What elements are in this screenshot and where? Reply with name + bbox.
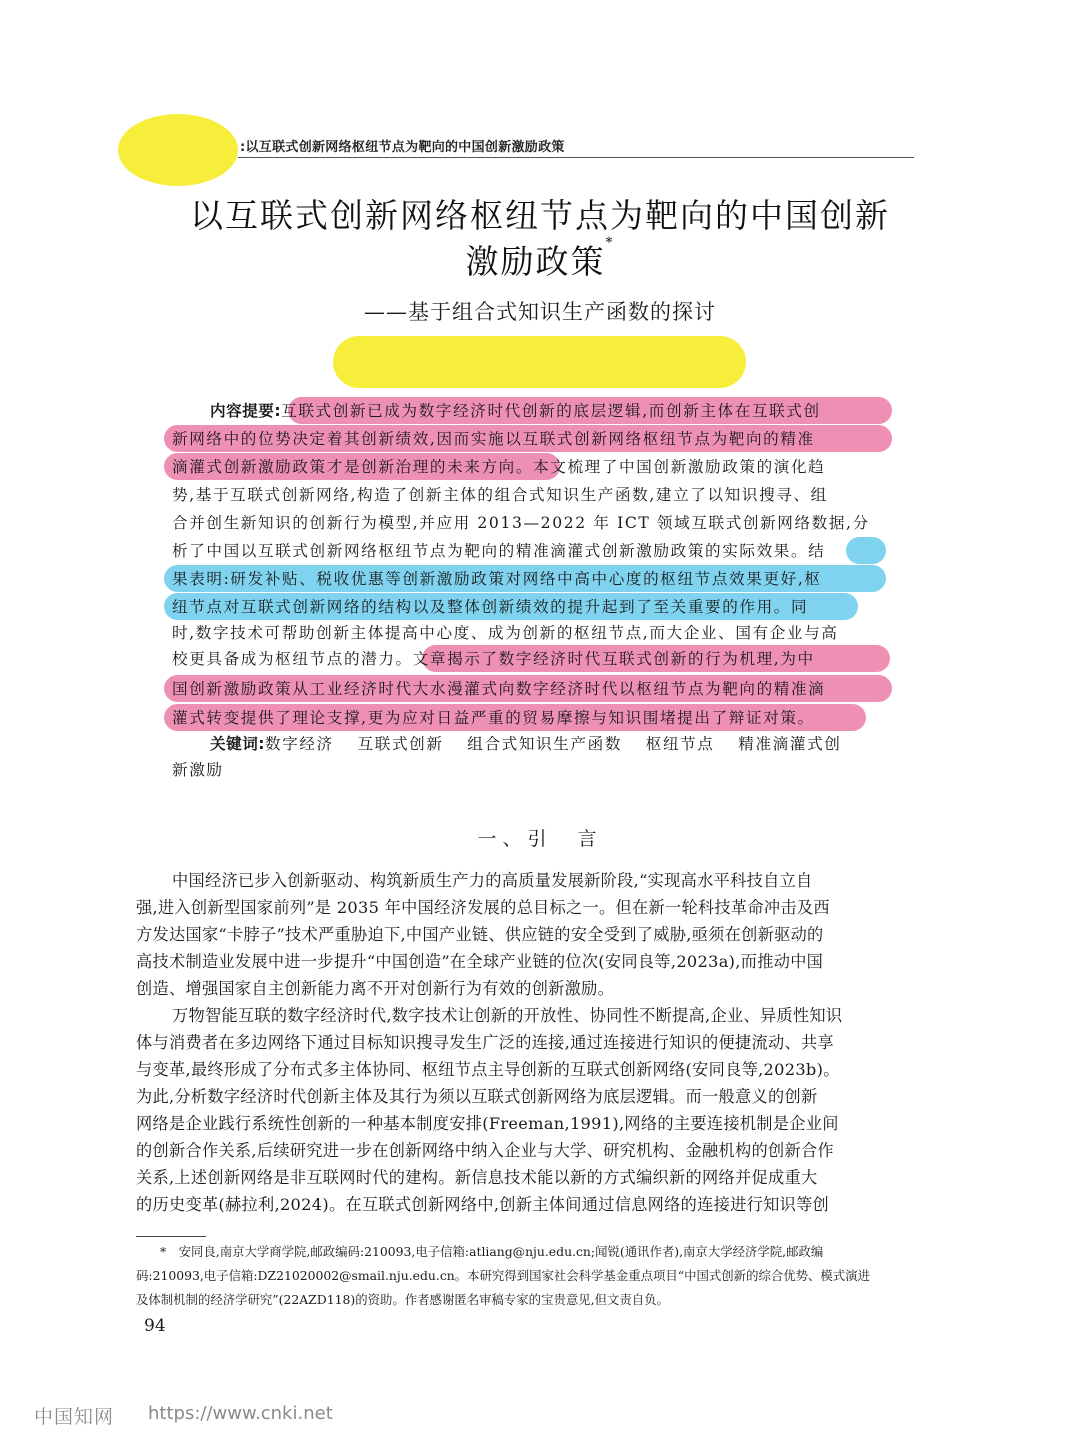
body-line: 的创新合作关系,后续研究进一步在创新网络中纳入企业与大学、研究机构、金融机构的创新合作 [136, 1141, 834, 1160]
body-line: 与变革,最终形成了分布式多主体协同、枢纽节点主导创新的互联式创新网络(安同良等,2023b)。 [136, 1060, 840, 1079]
watermark-url[interactable]: https://www.cnki.net [148, 1403, 333, 1424]
body-line: 体与消费者在多边网络下通过目标知识搜寻发生广泛的连接,通过连接进行知识的便捷流动、共享 [136, 1033, 834, 1052]
body-line: 强,进入创新型国家前列”是 2035 年中国经济发展的总目标之一。但在新一轮科技革命冲击及西 [136, 898, 830, 917]
abstract-line: 校更具备成为枢纽节点的潜力。文章揭示了数字经济时代互联式创新的行为机理,为中 [172, 650, 815, 668]
abstract-line: 果表明:研发补贴、税收优惠等创新激励政策对网络中高中心度的枢纽节点效果更好,枢 [172, 570, 822, 588]
body-line: 关系,上述创新网络是非互联网时代的建构。新信息技术能以新的方式编织新的网络并促成重大 [136, 1168, 818, 1187]
footnote-line: 及体制机制的经济学研究”(22AZD118)的资助。作者感谢匿名审稿专家的宝贵意见,但文责自负。 [136, 1292, 669, 1307]
abstract-line: 国创新激励政策从工业经济时代大水漫灌式向数字经济时代以枢纽节点为靶向的精准滴 [172, 680, 826, 698]
title-footnote-mark: * [605, 235, 615, 251]
body-line: 万物智能互联的数字经济时代,数字技术让创新的开放性、协同性不断提高,企业、异质性知识 [172, 1006, 843, 1025]
abstract-line: 合并创生新知识的创新行为模型,并应用 2013—2022 年 ICT 领域互联式创新网络数据,分 [172, 514, 870, 532]
footnote-line: * 安同良,南京大学商学院,邮政编码:210093,电子信箱:atliang@nju.edu.cn;闻锐(通讯作者),南京大学经济学院,邮政编 [160, 1244, 824, 1259]
body-line: 网络是企业践行系统性创新的一种基本制度安排(Freeman,1991),网络的主要连接机制是企业间 [136, 1114, 839, 1133]
body-line: 中国经济已步入创新驱动、构筑新质生产力的高质量发展新阶段,“实现高水平科技自立自 [172, 871, 813, 890]
abstract-label: 内容提要: [210, 402, 282, 420]
keywords-label: 关键词: [210, 735, 266, 753]
footnote-rule [136, 1236, 206, 1237]
footnote-line: 码:210093,电子信箱:DZ21020002@smail.nju.edu.cn。本研究得到国家社会科学基金重点项目“中国式创新的综合优势、模式演进 [136, 1268, 870, 1283]
abstract-line: 滴灌式创新激励政策才是创新治理的未来方向。本文梳理了中国创新激励政策的演化趋 [172, 458, 826, 476]
abstract-line: 新网络中的位势决定着其创新绩效,因而实施以互联式创新网络枢纽节点为靶向的精准 [172, 430, 815, 448]
watermark-site-name: 中国知网 [34, 1406, 115, 1428]
body-line: 高技术制造业发展中进一步提升“中国创造”在全球产业链的位次(安同良等,2023a),而推动中国 [136, 952, 824, 971]
section-heading: 一、引 言 [477, 828, 603, 850]
body-line: 创造、增强国家自主创新能力离不开对创新行为有效的创新激励。 [136, 979, 615, 998]
title-line-2: 激励政策* [465, 235, 615, 281]
title-line-1: 以互联式创新网络枢纽节点为靶向的中国创新 [190, 196, 890, 235]
abstract-line: 灌式转变提供了理论支撑,更为应对日益严重的贸易摩擦与知识围堵提出了辩证对策。 [172, 709, 815, 727]
subtitle: ——基于组合式知识生产函数的探讨 [364, 300, 716, 324]
redaction-highlight-header [118, 114, 238, 186]
abstract-line: 时,数字技术可帮助创新主体提高中心度、成为创新的枢纽节点,而大企业、国有企业与高 [172, 624, 839, 642]
keywords-line: 新激励 [172, 761, 224, 779]
abstract-line: 内容提要:互联式创新已成为数字经济时代创新的底层逻辑,而创新主体在互联式创 [210, 402, 821, 420]
body-line: 的历史变革(赫拉利,2024)。在互联式创新网络中,创新主体间通过信息网络的连接进行知识等创 [136, 1195, 830, 1214]
keywords-line: 关键词:数字经济 互联式创新 组合式知识生产函数 枢纽节点 精准滴灌式创 [210, 735, 842, 753]
page-number: 94 [144, 1316, 166, 1336]
abstract-line: 纽节点对互联式创新网络的结构以及整体创新绩效的提升起到了至关重要的作用。同 [172, 598, 809, 616]
body-line: 方发达国家“卡脖子”技术严重胁迫下,中国产业链、供应链的安全受到了威胁,亟须在创新驱动的 [136, 925, 824, 944]
header-rule [238, 157, 914, 158]
abstract-line: 析了中国以互联式创新网络枢纽节点为靶向的精准滴灌式创新激励政策的实际效果。结 [172, 542, 826, 560]
redaction-highlight-authors [333, 336, 746, 388]
body-line: 为此,分析数字经济时代创新主体及其行为须以互联式创新网络为底层逻辑。而一般意义的创新 [136, 1087, 818, 1106]
running-title: :以互联式创新网络枢纽节点为靶向的中国创新激励政策 [240, 140, 565, 155]
abstract-line: 势,基于互联式创新网络,构造了创新主体的组合式知识生产函数,建立了以知识搜寻、组 [172, 486, 828, 504]
